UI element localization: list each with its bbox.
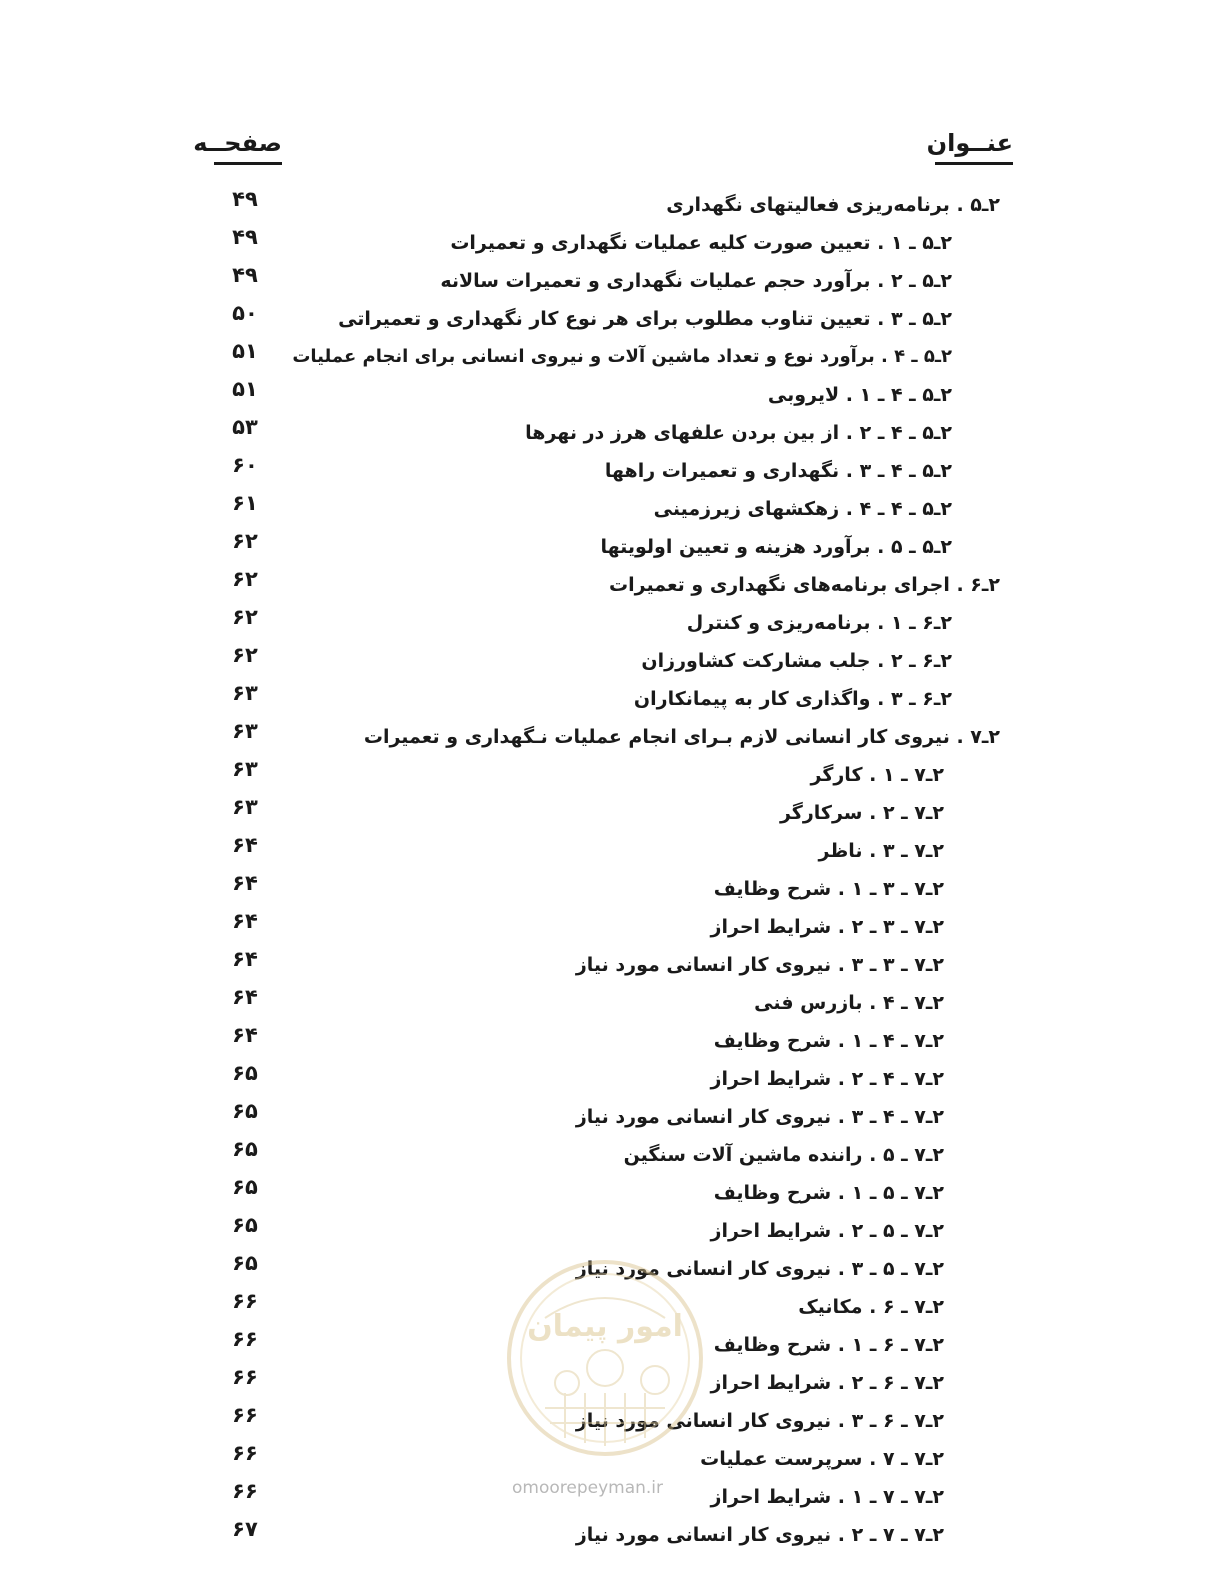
toc-page-number: ۶۴ xyxy=(232,1023,258,1047)
toc-page-number: ۶۲ xyxy=(232,529,258,553)
toc-page-number: ۶۴ xyxy=(232,985,258,1009)
toc-page-number: ۶۴ xyxy=(232,947,258,971)
toc-row xyxy=(0,794,1228,832)
title-column-header: عنــوان xyxy=(935,128,1013,165)
toc-row xyxy=(0,1174,1228,1212)
toc-page-number: ۶۶ xyxy=(232,1441,258,1465)
toc-row xyxy=(0,680,1228,718)
toc-page-number: ۶۵ xyxy=(232,1061,258,1085)
toc-entry-level-2: ۲ـ۷ ـ ۳ . ناظر xyxy=(818,840,944,862)
toc-page-number: ۴۹ xyxy=(232,187,258,211)
toc-entry-level-3: ۲ـ۵ ـ ۴ ـ ۴ . زهکشهای زیرزمینی xyxy=(653,498,952,520)
toc-page-number: ۶۴ xyxy=(232,833,258,857)
toc-row xyxy=(0,452,1228,490)
toc-entry-level-3: ۲ـ۷ ـ ۷ ـ ۲ . نیروی کار انسانی مورد نیاز xyxy=(575,1524,944,1546)
toc-row xyxy=(0,870,1228,908)
toc-row xyxy=(0,1516,1228,1554)
toc-page-number: ۶۳ xyxy=(232,757,258,781)
toc-row xyxy=(0,224,1228,262)
toc-page-number: ۴۹ xyxy=(232,263,258,287)
toc-page-number: ۶۲ xyxy=(232,567,258,591)
toc-row xyxy=(0,490,1228,528)
toc-entry-level-3: ۲ـ۷ ـ ۳ ـ ۳ . نیروی کار انسانی مورد نیاز xyxy=(575,954,944,976)
toc-row xyxy=(0,1212,1228,1250)
toc-entry-level-3: ۲ـ۷ ـ ۴ ـ ۳ . نیروی کار انسانی مورد نیاز xyxy=(575,1106,944,1128)
toc-page-number: ۶۱ xyxy=(232,491,258,515)
toc-entry-level-2: ۲ـ۶ ـ ۲ . جلب مشارکت کشاورزان xyxy=(641,650,952,672)
toc-row xyxy=(0,262,1228,300)
toc-entry-level-2: ۲ـ۶ ـ ۳ . واگذاری کار به پیمانکاران xyxy=(633,688,952,710)
watermark-url: omoorepeyman.ir xyxy=(512,1478,664,1498)
toc-entry-level-2: ۲ـ۷ ـ ۴ . بازرس فنی xyxy=(754,992,944,1014)
toc-row xyxy=(0,414,1228,452)
toc-entry-level-3: ۲ـ۷ ـ ۶ ـ ۳ . نیروی کار انسانی مورد نیاز xyxy=(575,1410,944,1432)
toc-entry-level-2: ۲ـ۶ ـ ۱ . برنامه‌ریزی و کنترل xyxy=(686,612,952,634)
toc-entry-level-3: ۲ـ۷ ـ ۵ ـ ۱ . شرح وظایف xyxy=(713,1182,944,1204)
toc-page-number: ۶۳ xyxy=(232,681,258,705)
toc-entry-level-2: ۲ـ۷ ـ ۶ . مکانیک xyxy=(798,1296,944,1318)
toc-row xyxy=(0,376,1228,414)
toc-page-number: ۴۹ xyxy=(232,225,258,249)
toc-page-number: ۶۴ xyxy=(232,909,258,933)
toc-page-number: ۶۳ xyxy=(232,795,258,819)
toc-entry-level-3: ۲ـ۷ ـ ۶ ـ ۱ . شرح وظایف xyxy=(713,1334,944,1356)
toc-row xyxy=(0,186,1228,224)
toc-page-number: ۶۴ xyxy=(232,871,258,895)
toc-row xyxy=(0,604,1228,642)
toc-page-number: ۶۰ xyxy=(232,453,258,477)
toc-entry-level-2: ۲ـ۵ ـ ۴ . برآورد نوع و تعداد ماشین آلات و نیروی انسانی برای انجام عملیات xyxy=(292,346,952,367)
toc-page-number: ۶۳ xyxy=(232,719,258,743)
toc-page-number: ۶۶ xyxy=(232,1479,258,1503)
toc-entry-level-2: ۲ـ۵ ـ ۵ . برآورد هزینه و تعیین اولویتها xyxy=(600,536,952,558)
toc-entry-level-2: ۲ـ۵ ـ ۱ . تعیین صورت کلیه عملیات نگهداری و تعمیرات xyxy=(450,232,952,254)
toc-entry-level-1: ۲ـ۷ . نیروی کار انسانی لازم بـرای انجام عملیات نـگهداری و تعمیرات xyxy=(363,726,1000,748)
toc-page-number: ۶۵ xyxy=(232,1213,258,1237)
toc-row xyxy=(0,984,1228,1022)
toc-page-number: ۶۶ xyxy=(232,1365,258,1389)
toc-row xyxy=(0,946,1228,984)
toc-page-number: ۶۵ xyxy=(232,1251,258,1275)
toc-row xyxy=(0,300,1228,338)
toc-page-number: ۶۷ xyxy=(232,1517,258,1541)
toc-page-number: ۶۲ xyxy=(232,643,258,667)
toc-row xyxy=(0,1136,1228,1174)
toc-row xyxy=(0,756,1228,794)
toc-entry-level-3: ۲ـ۷ ـ ۴ ـ ۲ . شرایط احراز xyxy=(710,1068,944,1090)
toc-page-number: ۶۵ xyxy=(232,1099,258,1123)
toc-page-number: ۵۰ xyxy=(232,301,258,325)
toc-entry-level-3: ۲ـ۵ ـ ۴ ـ ۲ . از بین بردن علفهای هرز در نهرها xyxy=(525,422,952,444)
watermark-logo-text: امور پیمان xyxy=(527,1309,683,1344)
toc-entry-level-2: ۲ـ۷ ـ ۱ . کارگر xyxy=(810,764,944,786)
watermark-logo-icon xyxy=(505,1258,705,1458)
toc-entry-level-1: ۲ـ۵ . برنامه‌ریزی فعالیتهای نگهداری xyxy=(666,194,1000,216)
toc-page-number: ۵۳ xyxy=(232,415,258,439)
toc-page-number: ۶۵ xyxy=(232,1137,258,1161)
toc-row xyxy=(0,832,1228,870)
toc-row xyxy=(0,566,1228,604)
toc-entry-level-3: ۲ـ۷ ـ ۷ ـ ۱ . شرایط احراز xyxy=(710,1486,944,1508)
toc-row xyxy=(0,1022,1228,1060)
toc-entry-level-2: ۲ـ۵ ـ ۲ . برآورد حجم عملیات نگهداری و تعمیرات سالانه xyxy=(440,270,952,292)
toc-row xyxy=(0,718,1228,756)
toc-row xyxy=(0,338,1228,376)
toc-entry-level-3: ۲ـ۷ ـ ۳ ـ ۲ . شرایط احراز xyxy=(710,916,944,938)
toc-entry-level-3: ۲ـ۷ ـ ۵ ـ ۲ . شرایط احراز xyxy=(710,1220,944,1242)
toc-row xyxy=(0,1060,1228,1098)
toc-page-number: ۶۶ xyxy=(232,1289,258,1313)
toc-page-number: ۶۵ xyxy=(232,1175,258,1199)
toc-row xyxy=(0,528,1228,566)
toc-row xyxy=(0,908,1228,946)
page-column-header: صفحــه xyxy=(214,128,282,165)
toc-entry-level-1: ۲ـ۶ . اجرای برنامه‌های نگهداری و تعمیرات xyxy=(609,574,1000,596)
toc-page-number: ۵۱ xyxy=(232,339,258,363)
toc-entry-level-3: ۲ـ۵ ـ ۴ ـ ۱ . لایروبی xyxy=(767,384,952,406)
toc-entry-level-3: ۲ـ۷ ـ ۳ ـ ۱ . شرح وظایف xyxy=(713,878,944,900)
toc-page-number: ۵۱ xyxy=(232,377,258,401)
toc-entry-level-2: ۲ـ۷ ـ ۵ . راننده ماشین آلات سنگین xyxy=(623,1144,944,1166)
toc-entry-level-2: ۲ـ۵ ـ ۳ . تعیین تناوب مطلوب برای هر نوع کار نگهداری و تعمیراتی xyxy=(338,308,952,330)
toc-page-number: ۶۶ xyxy=(232,1327,258,1351)
toc-entry-level-2: ۲ـ۷ ـ ۷ . سرپرست عملیات xyxy=(700,1448,944,1470)
toc-entry-level-3: ۲ـ۷ ـ ۶ ـ ۲ . شرایط احراز xyxy=(710,1372,944,1394)
toc-page-number: ۶۶ xyxy=(232,1403,258,1427)
toc-entry-level-3: ۲ـ۷ ـ ۵ ـ ۳ . نیروی کار انسانی مورد نیاز xyxy=(575,1258,944,1280)
toc-row xyxy=(0,1098,1228,1136)
toc-page-number: ۶۲ xyxy=(232,605,258,629)
toc-entry-level-3: ۲ـ۵ ـ ۴ ـ ۳ . نگهداری و تعمیرات راهها xyxy=(604,460,952,482)
toc-entry-level-2: ۲ـ۷ ـ ۲ . سرکارگر xyxy=(779,802,944,824)
toc-entry-level-3: ۲ـ۷ ـ ۴ ـ ۱ . شرح وظایف xyxy=(713,1030,944,1052)
toc-row xyxy=(0,642,1228,680)
